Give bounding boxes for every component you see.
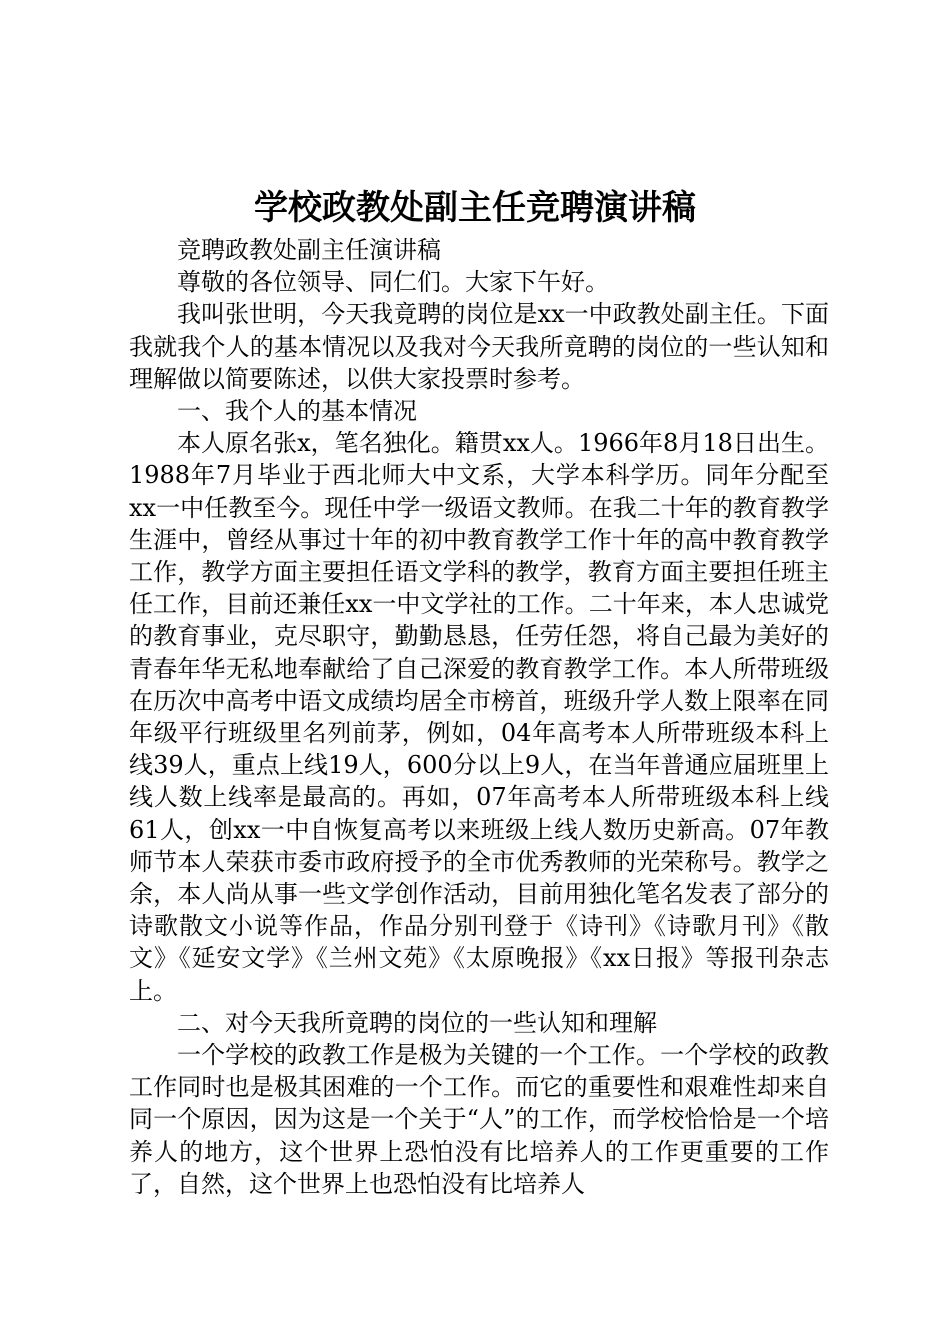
document-body: [129, 234, 829, 1200]
paragraph-understanding: 一个学校的政教工作是极为关键的一个工作。一个学校的政教工作同时也是极其困难的一个工作。而它的重要性和艰难性却来自同一个原因，因为这是一个关于“人”的工作，而学校恰恰是一个培养人的地方，这个世界上恐怕没有比培养人的工作更重要的工作了，自然，这个世界上也恐怕没有比培养人: [129, 1041, 829, 1198]
paragraph-intro: 我叫张世明，今天我竟聘的岗位是xx一中政教处副主任。下面我就我个人的基本情况以及我对今天我所竟聘的岗位的一些认知和理解做以简要陈述，以供大家投票时参考。: [129, 300, 829, 393]
paragraph-greeting: 尊敬的各位领导、同仁们。大家下午好。: [177, 268, 609, 297]
paragraph-background: 本人原名张x，笔名独化。籍贯xx人。1966年8月18日出生。1988年7月毕业于西北师大中文系，大学本科学历。同年分配至xx一中任教至今。现任中学一级语文教师。在我二十年的教育教学生涯中，曾经从事过十年的初中教育教学工作十年的高中教育教学工作，教学方面主要担任语文学科的教学，教育方面主要担任班主任工作，目前还兼任xx一中文学社的工作。二十年来，本人忠诚党的教育事业，克尽职守，勤勤恳恳，任劳任怨，将自己最为美好的青春年华无私地奉献给了自己深爱的教育教学工作。本人所带班级在历次中高考中语文成绩均居全市榜首，班级升学人数上限率在同年级平行班级里名列前茅，例如，04年高考本人所带班级本科上线39人，重点上线19人，600分以上9人，在当年普通应届班里上线人数上线率是最高的。再如，07年高考本人所带班级本科上线61人，创xx一中自恢复高考以来班级上线人数历史新高。07年教师节本人荣获市委市政府授予的全市优秀教师的光荣称号。教学之余，本人尚从事一些文学创作活动，目前用独化笔名发表了部分的诗歌散文小说等作品，作品分别刊登于《诗刊》《诗歌月刊》《散文》《延安文学》《兰州文苑》《太原晚报》《xx日报》等报刊杂志上。: [129, 429, 829, 1005]
paragraph-subtitle: 竞聘政教处副主任演讲稿: [177, 236, 441, 264]
section-heading-1: 一、我个人的基本情况: [177, 397, 417, 426]
document-title: 学校政教处副主任竞聘演讲稿: [254, 188, 696, 228]
section-heading-2: 二、对今天我所竟聘的岗位的一些认知和理解: [177, 1008, 657, 1037]
